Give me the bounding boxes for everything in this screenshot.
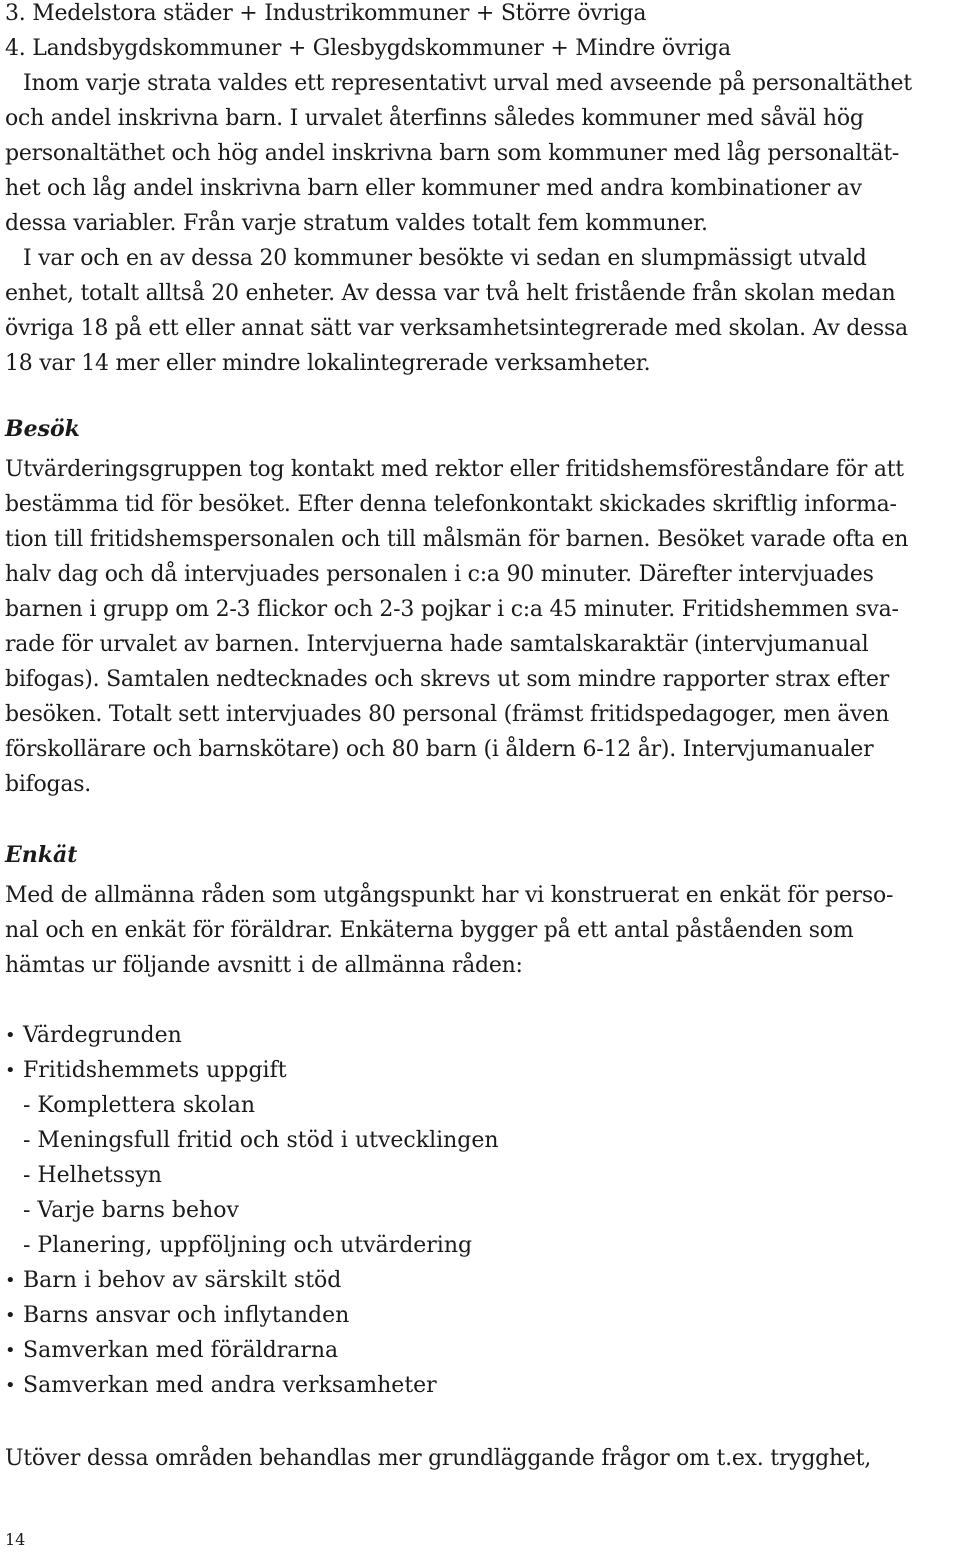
list-item-label: Värdegrunden [23,1023,182,1048]
paragraph-line: tion till fritidshemspersonalen och till målsmän för barnen. Besöket varade ofta en [5,527,909,552]
bullet-icon: • [5,1060,16,1081]
paragraph-line: 18 var 14 mer eller mindre lokalintegrerade verksamheter. [5,351,651,376]
paragraph-line: och andel inskrivna barn. I urvalet återfinns således kommuner med såväl hög [5,106,864,131]
sub-list-item [5,1088,499,1123]
closing-line: Utöver dessa områden behandlas mer grundläggande frågor om t.ex. trygghet, [5,1446,872,1471]
strata-item-4: 4. Landsbygdskommuner + Glesbygdskommuner + Mindre övriga [5,36,731,61]
list-item-label: - Helhetssyn [23,1163,162,1188]
paragraph-line: bestämma tid för besöket. Efter denna telefonkontakt skickades skriftlig informa- [5,492,897,517]
enkat-section [5,878,893,983]
paragraph-line: bifogas). Samtalen nedtecknades och skrevs ut som mindre rapporter strax efter [5,667,890,692]
paragraph-line: besöken. Totalt sett intervjuades 80 personal (främst fritidspedagoger, men även [5,702,890,727]
paragraph-line: dessa variabler. Från varje stratum valdes totalt fem kommuner. [5,211,708,236]
list-item [5,1298,499,1333]
topic-list [5,1018,499,1403]
besok-section [5,452,908,802]
list-item-label: Barn i behov av särskilt stöd [23,1268,342,1293]
list-item-label: Samverkan med andra verksamheter [23,1373,437,1398]
sub-list-item [5,1158,499,1193]
paragraph-line: barnen i grupp om 2-3 flickor och 2-3 pojkar i c:a 45 minuter. Fritidshemmen sva- [5,597,899,622]
sub-list-item [5,1123,499,1158]
list-item [5,1333,499,1368]
list-item [5,1018,499,1053]
paragraph-line: Med de allmänna råden som utgångspunkt har vi konstruerat en enkät för perso- [5,883,894,908]
list-item-label: - Planering, uppföljning och utvärdering [23,1233,473,1258]
sub-list-item [5,1193,499,1228]
bullet-icon: • [5,1270,16,1291]
paragraph-line: het och låg andel inskrivna barn eller kommuner med andra kombinationer av [5,176,862,201]
paragraph-line: övriga 18 på ett eller annat sätt var verksamhetsintegrerade med skolan. Av dessa [5,316,908,341]
list-item-label: Samverkan med föräldrarna [23,1338,339,1363]
paragraph-line: hämtas ur följande avsnitt i de allmänna råden: [5,953,523,978]
besok-heading: Besök [5,416,80,442]
paragraph-line: Inom varje strata valdes ett representativt urval med avseende på personaltäthet [23,71,912,96]
list-item [5,1368,499,1403]
enkat-heading: Enkät [5,842,78,868]
list-item-label: Barns ansvar och inflytanden [23,1303,350,1328]
paragraph-line: förskollärare och barnskötare) och 80 barn (i åldern 6-12 år). Intervjumanualer [5,737,874,762]
strata-section [5,0,912,381]
strata-item-3: 3. Medelstora städer + Industrikommuner + Större övriga [5,1,647,26]
paragraph-line: bifogas. [5,772,91,797]
list-item-label: - Varje barns behov [23,1198,239,1223]
paragraph-line: personaltäthet och hög andel inskrivna barn som kommuner med låg personaltät- [5,141,900,166]
list-item [5,1053,499,1088]
list-item [5,1263,499,1298]
sub-list-item [5,1228,499,1263]
list-item-label: Fritidshemmets uppgift [23,1058,287,1083]
paragraph-line: I var och en av dessa 20 kommuner besökte vi sedan en slumpmässigt utvald [23,246,867,271]
page-number: 14 [5,1530,26,1549]
paragraph-line: rade för urvalet av barnen. Intervjuerna hade samtalskaraktär (intervjumanual [5,632,869,657]
bullet-icon: • [5,1305,16,1326]
paragraph-line: Utvärderingsgruppen tog kontakt med rektor eller fritidshemsföreståndare för att [5,457,904,482]
list-item-label: - Meningsfull fritid och stöd i utvecklingen [23,1128,499,1153]
bullet-icon: • [5,1340,16,1361]
bullet-icon: • [5,1375,16,1396]
paragraph-line: nal och en enkät för föräldrar. Enkäterna bygger på ett antal påståenden som [5,918,854,943]
paragraph-line: enhet, totalt alltså 20 enheter. Av dessa var två helt fristående från skolan medan [5,281,896,306]
list-item-label: - Komplettera skolan [23,1093,256,1118]
paragraph-line: halv dag och då intervjuades personalen i c:a 90 minuter. Därefter intervjuades [5,562,874,587]
bullet-icon: • [5,1025,16,1046]
